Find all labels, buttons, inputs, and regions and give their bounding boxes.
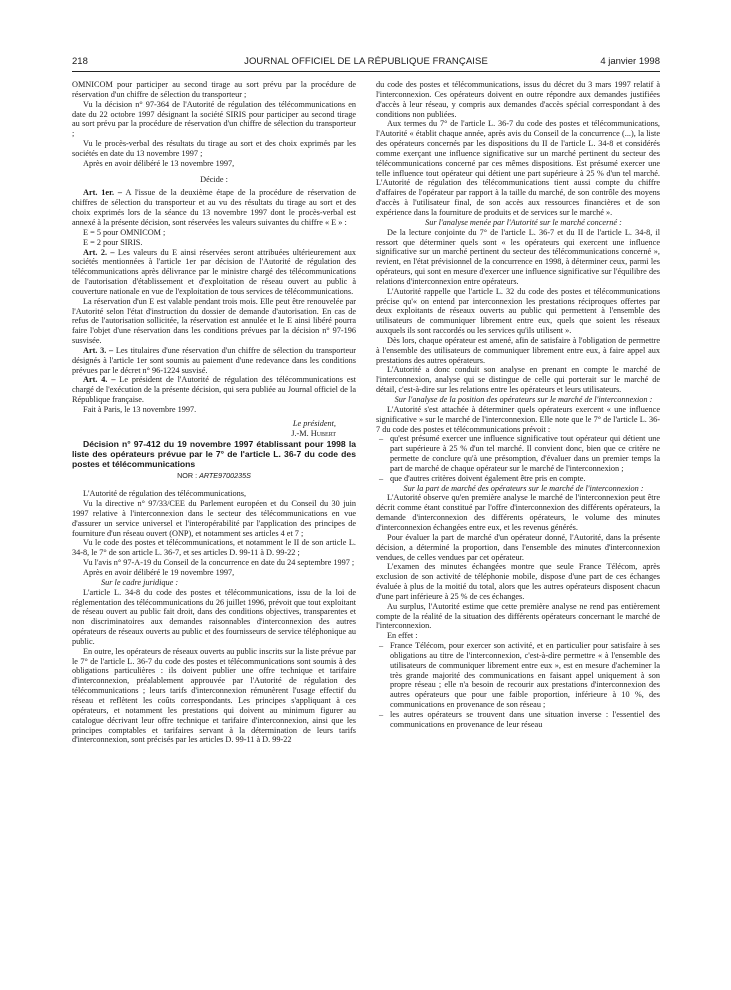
issue-date: 4 janvier 1998 <box>600 56 660 67</box>
paragraph: En outre, les opérateurs de réseaux ouverts au public inscrits sur la liste prévue par le 7° de l'article L. 36-7 du code des postes et télécommunications sont soumis à des obligations particulières : ils doivent publier une offre technique et tarifaire d'interconnexion, préalablement approuvée par l'Autorité de régulation des télécommunications ; leurs tarifs d'interconnexion rémunèrent l'usage effectif du réseau et reflètent les coûts correspondants. Les principes s'appliquant à ces opérateurs, et notamment les prestations qui doivent au minimum figurer au catalogue décrivant leur offre technique et tarifaire d'interconnexion, ainsi que les principes comptables et tarifaires servant à la détermination de leurs tarifs d'interconnexion, sont précisés par les articles D. 99-11 à D. 99-22 <box>72 646 356 745</box>
paragraph: OMNICOM pour participer au second tirage au sort prévu par la procédure de réservation d'un chiffre de sélection du transporteur ; <box>72 80 356 99</box>
signatory-name: J.-M. Hubert <box>291 428 336 438</box>
paragraph: L'Autorité rappelle que l'article L. 32 du code des postes et télécommunications précise qu'« on entend par interconnexion les prestations réciproques offertes par deux exploitants de réseaux ouverts au public qui permettent à l'ensemble des utilisateurs de communiquer librement entre eux, quels que soient les réseaux auxquels ils sont raccordés ou les services qu'ils utilisent ». <box>376 286 660 336</box>
article-3 <box>72 346 356 376</box>
paragraph: Vu la décision n° 97-364 de l'Autorité de régulation des télécommunications en date du 22 octobre 1997 désignant la société SIRIS pour participer au second tirage au sort prévu par la procédure de réservation d'un chiffre de sélection du transporteur ; <box>72 99 356 139</box>
article-text: Les valeurs du E ainsi réservées seront attribuées ultérieurement aux sociétés mentionnées à l'article 1er par décision de l'Autorité de régulation des télécommunications après délivrance par le ministre chargé des télécommunications de l'autorisation d'établissement et d'exploitation de réseau ouvert au public à couverture nationale en vue de l'exploitation de tous services de télécommunications. <box>72 247 356 296</box>
paragraph: En effet : <box>387 631 418 641</box>
page-number: 218 <box>72 56 88 67</box>
paragraph: Pour évaluer la part de marché d'un opérateur donné, l'Autorité, dans la présente décision, a déterminé la proportion, dans l'ensemble des minutes d'interconnexion vendues, de celles vendues par cet opérateur. <box>376 532 660 562</box>
paragraph: Vu le procès-verbal des résultats du tirage au sort et des choix exprimés par les sociétés en date du 13 novembre 1997 ; <box>72 139 356 158</box>
list-item: – les autres opérateurs se trouvent dans une situation inverse : l'essentiel des communications en provenance de leur réseau <box>376 710 660 730</box>
paragraph: Après en avoir délibéré le 19 novembre 1997, <box>83 568 235 578</box>
value-line: E = 2 pour SIRIS. <box>83 237 143 247</box>
article-4 <box>72 375 356 405</box>
journal-title: JOURNAL OFFICIEL DE LA RÉPUBLIQUE FRANÇAISE <box>244 56 488 67</box>
paragraph: L'examen des minutes échangées montre que seule France Télécom, après exclusion de son activité de téléphonie mobile, dispose d'une part de ces échanges évaluée à plus de la moitié du total, alors que les autres opérateurs disposent chacun d'une part inférieure à 25 % de ces échanges. <box>376 562 660 601</box>
paragraph: La réservation d'un E est valable pendant trois mois. Elle peut être renouvelée par l'Autorité selon l'état d'instruction du dossier de demande d'autorisation. En cas de refus de l'autorisation sollicitée, la réservation est annulée et le E ainsi libéré pourra faire l'objet d'une réservation dans les conditions prévues par la décision n° 97-196 susvisée. <box>72 296 356 346</box>
article-text: Les titulaires d'une réservation d'un chiffre de sélection du transporteur désignés à l'article 1er sont soumis au paiement d'une redevance dans les conditions prévues par le décret n° 96-1224 susvisé. <box>72 345 356 375</box>
list-item: – que d'autres critères doivent également être pris en compte. <box>376 474 660 484</box>
paragraph: du code des postes et télécommunications, issus du décret du 3 mars 1997 relatif à l'interconnexion. Ces opérateurs doivent en outre répondre aux demandes justifiées d'accès à leur réseau, y compris aux demandes d'accès spécial correspondant à des conditions non publiées. <box>376 80 660 119</box>
paragraph: Vu le code des postes et télécommunications, et notamment le II de son article L. 34-8, le 7° de son article L. 36-7, et ses articles D. 99-11 à D. 99-22 ; <box>72 538 356 558</box>
nor-reference <box>72 471 356 481</box>
right-column <box>376 80 660 730</box>
page-header <box>72 56 660 70</box>
decide-heading: Décide : <box>200 174 228 184</box>
section-heading: Sur la part de marché des opérateurs sur le marché de l'interconnexion : <box>403 483 644 493</box>
article-label: Art. 4. – <box>83 375 116 385</box>
paragraph: Vu la directive n° 97/33/CEE du Parlement européen et du Conseil du 30 juin 1997 relative à l'interconnexion dans le secteur des télécommunications en vue d'assurer un service universel et l'interopérabilité par l'application des principes de fourniture d'un réseau ouvert (ONP), et notamment ses articles 4 et 7 ; <box>72 499 356 538</box>
paragraph: Dès lors, chaque opérateur est amené, afin de satisfaire à l'obligation de permettre à l'ensemble des utilisateurs de communiquer librement entre eux, à faire appel aux prestations des autres opérateurs. <box>376 335 660 365</box>
paragraph: L'Autorité de régulation des télécommunications, <box>83 489 247 499</box>
left-column <box>72 80 356 745</box>
value-line: E = 5 pour OMNICOM ; <box>83 227 166 237</box>
section-heading: Sur le cadre juridique : <box>101 577 179 587</box>
list-item: – qu'est présumé exercer une influence significative tout opérateur qui détient une part supérieure à 25 % d'un tel marché. Il convient donc, bien que ce critère ne permette de conclure qu'à une présomption, d'évaluer dans un premier temps la part de marché de chaque opérateur sur le marché de l'interconnexion ; <box>376 434 660 473</box>
article-1 <box>72 188 356 227</box>
paragraph: L'article L. 34-8 du code des postes et télécommunications, issu de la loi de réglementation des télécommunications du 26 juillet 1996, prévoit que tout exploitant de réseau ouvert au public fait droit, dans des conditions objectives, transparentes et non discriminatoires aux demandes raisonnables d'interconnexion des autres opérateurs de réseaux ouverts au public et des fournisseurs de service téléphonique au public. <box>72 587 356 646</box>
paragraph: Vu l'avis n° 97-A-19 du Conseil de la concurrence en date du 24 septembre 1997 ; <box>83 558 355 568</box>
paragraph: Au surplus, l'Autorité estime que cette première analyse ne rend pas entièrement compte de la réalité de la situation des différents opérateurs concernant le marché de l'interconnexion. <box>376 601 660 631</box>
paragraph: Aux termes du 7° de l'article L. 36-7 du code des postes et télécommunications, l'Autorité « établit chaque année, après avis du Conseil de la concurrence (...), la liste des opérateurs concernés par les dispositions du II de l'article L. 34-8 et considérés comme exerçant une influence significative sur un marché pertinent du secteur des télécommunications concerné par ces mêmes dispositions. Est présumé exercer une telle influence tout opérateur qui détient une part supérieure à 25 % d'un tel marché. L'Autorité de régulation des télécommunications tient aussi compte du chiffre d'affaires de l'opérateur par rapport à la taille du marché, de son contrôle des moyens d'accès à l'utilisateur final, de son accès aux ressources financières et de son expérience dans la fourniture de produits et de services sur le marché ». <box>376 119 660 217</box>
criteria-list <box>376 434 660 483</box>
paragraph: L'Autorité a donc conduit son analyse en prenant en compte le marché de l'interconnexion, analyse qui se distingue de celle qui porterait sur le marché de détail, c'est-à-dire sur les relations entre les opérateurs et leurs utilisateurs. <box>376 365 660 395</box>
article-label: Art. 3. – <box>83 345 114 355</box>
nor-code: ARTE9700235S <box>199 471 251 481</box>
list-item: – France Télécom, pour exercer son activité, et en particulier pour satisfaire à ses obligations au titre de l'interconnexion, c'est-à-dire permettre « à l'ensemble des utilisateurs de communiquer librement entre eux », est en mesure d'acheminer la très grande majorité des communications en faisant appel uniquement à son propre réseau ; elle n'a besoin de recourir aux prestations d'interconnexion des autres opérateurs que pour une faible proportion, inférieure à 10 %, des communications en provenance de son réseau ; <box>376 641 660 710</box>
section-heading: Sur l'analyse menée par l'Autorité sur le marché concerné : <box>425 217 622 227</box>
signatory-title: Le président, <box>292 418 336 428</box>
nor-label: NOR : <box>177 471 200 481</box>
article-label: Art. 2. – <box>83 247 115 257</box>
paragraph: L'Autorité s'est attachée à déterminer quels opérateurs exercent « une influence significative » sur le marché de l'interconnexion. Elle note que le 7° de l'article L. 36-7 du code des postes et télécommunications prévoit : <box>376 404 660 434</box>
header-rule <box>72 71 660 72</box>
decision-title: Décision n° 97-412 du 19 novembre 1997 établissant pour 1998 la liste des opérateurs prévue par le 7° de l'article L. 36-7 du code des postes et télécommunications <box>72 438 356 470</box>
section-heading: Sur l'analyse de la position des opérateurs sur le marché de l'interconnexion : <box>394 395 653 404</box>
paragraph: De la lecture conjointe du 7° de l'article L. 36-7 et du II de l'article L. 34-8, il ressort que déterminer quels sont « les opérateurs qui exercent une influence significative sur un marché pertinent du secteur des télécommunications concerné », revient, en l'état prévisionnel de la concurrence en 1998, à déterminer ceux, parmi les opérateurs, qui sont en mesure d'exercer une influence significative sur l'équilibre des relations d'interconnexion entre opérateurs. <box>376 227 660 286</box>
article-text: Le président de l'Autorité de régulation des télécommunications est chargé de l'exécution de la présente décision, qui sera publiée au Journal officiel de la République française. <box>72 375 356 405</box>
paragraph: L'Autorité observe qu'en première analyse le marché de l'interconnexion peut être décrit comme étant constitué par l'offre d'interconnexion des différents opérateurs, la demande d'interconnexion des différents opérateurs, le volume des minutes d'interconnexion échangées entre eux, et les revenus générés. <box>376 493 660 532</box>
article-2 <box>72 248 356 297</box>
article-text: A l'issue de la deuxième étape de la procédure de réservation de chiffres de sélection du transporteur et au vu des résultats du tirage au sort et des choix exprimés lors de la séance du 13 novembre 1997 dont le procès-verbal est annexé à la présente décision, sont réservées les valeurs suivantes du chiffre « E » : <box>72 188 357 227</box>
effect-list <box>376 641 660 730</box>
paragraph: Après en avoir délibéré le 13 novembre 1997, <box>83 158 235 168</box>
place-date: Fait à Paris, le 13 novembre 1997. <box>83 405 197 414</box>
article-label: Art. 1er. – <box>83 188 123 198</box>
